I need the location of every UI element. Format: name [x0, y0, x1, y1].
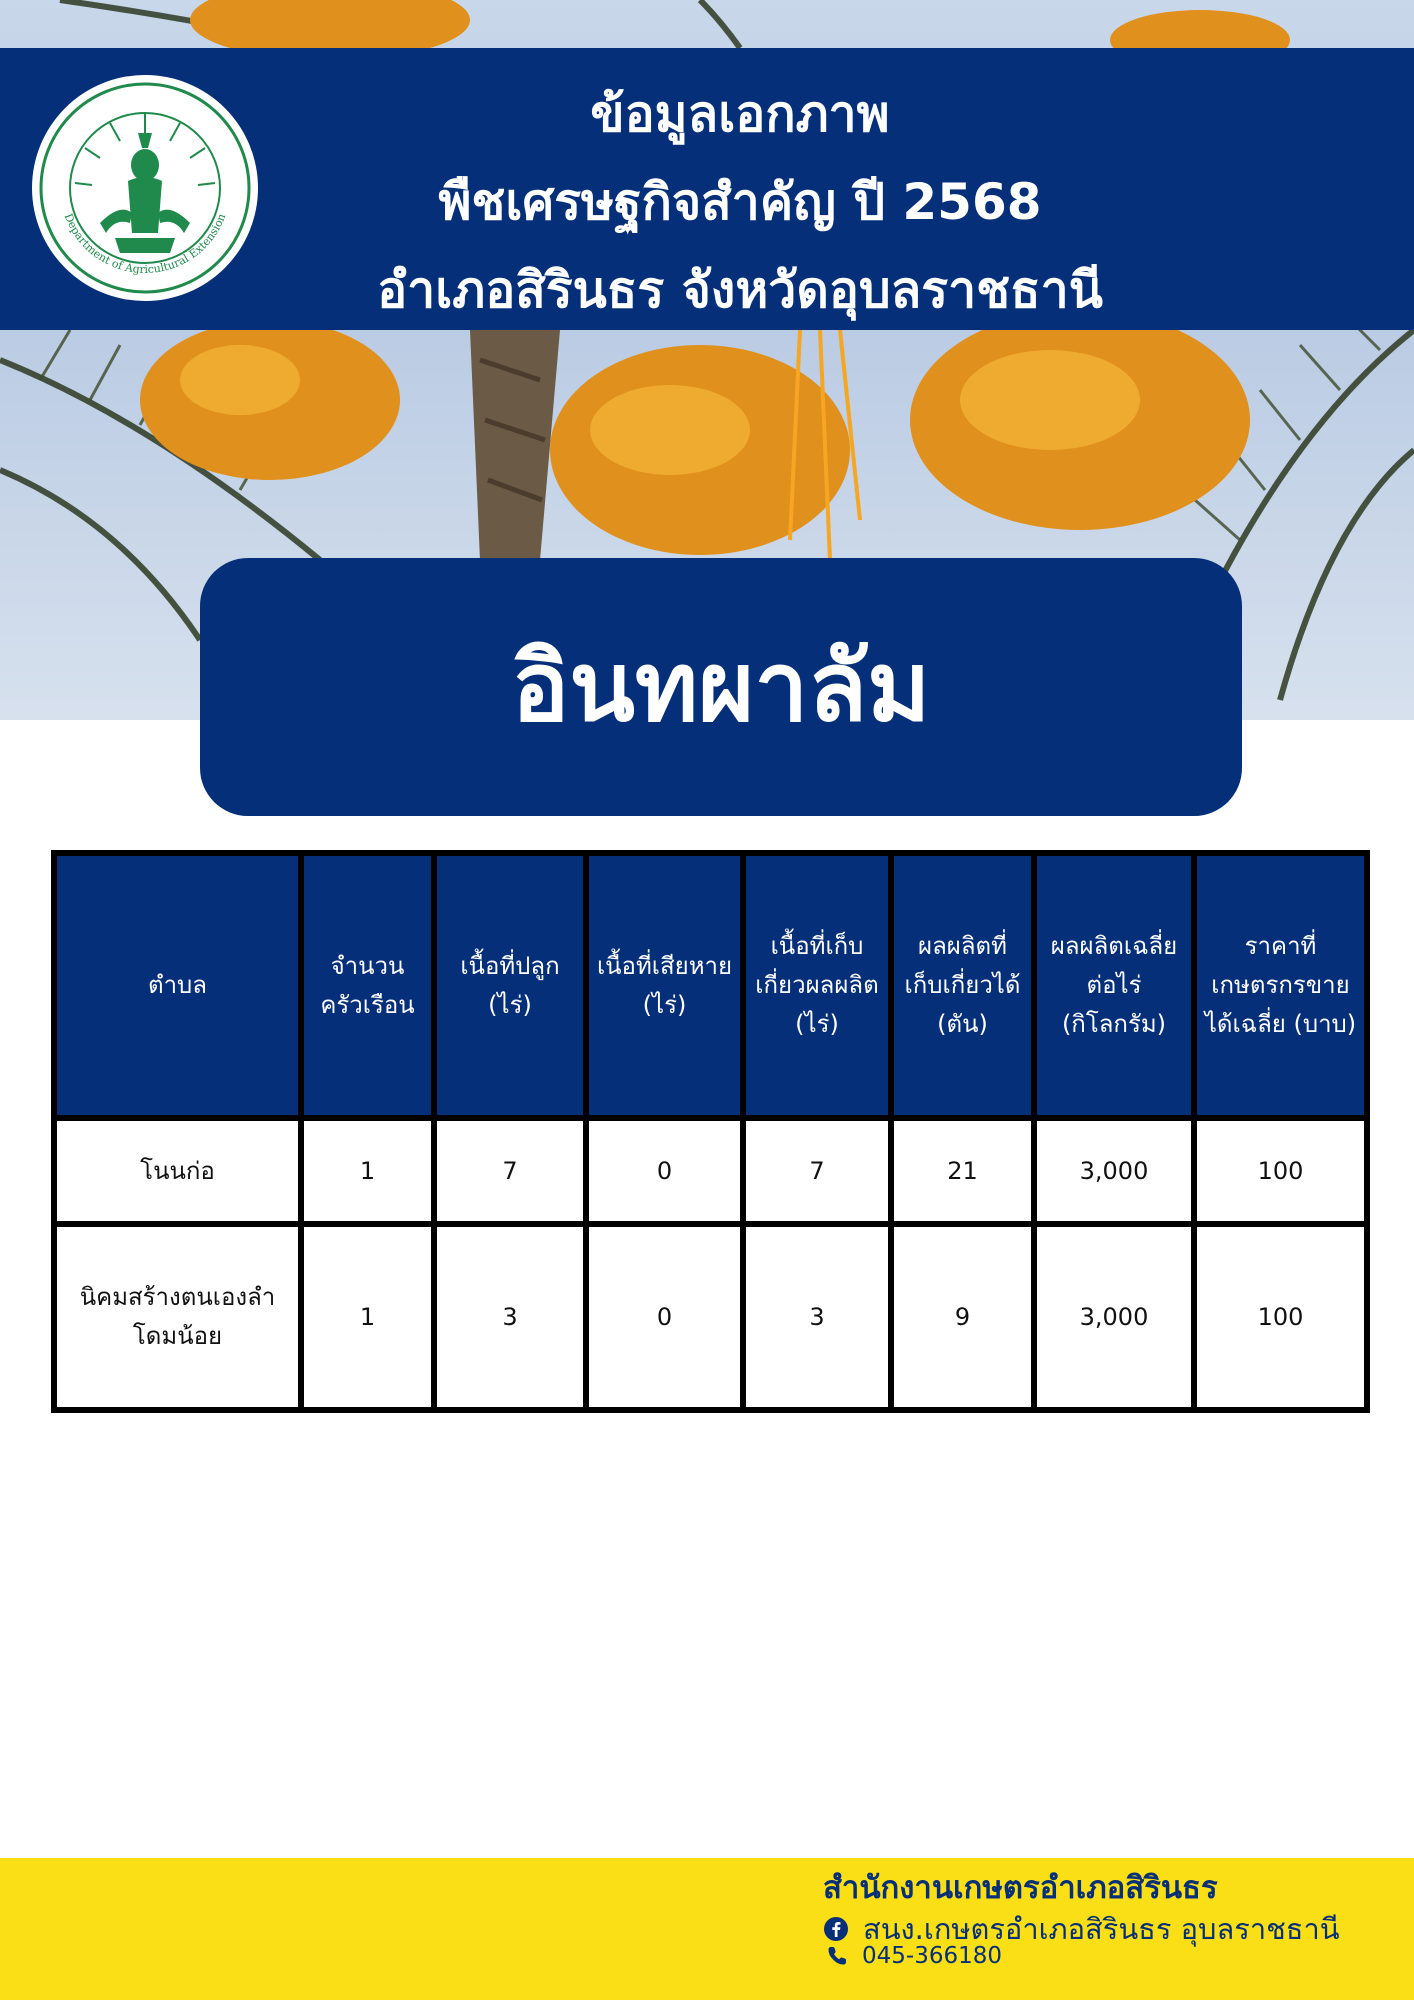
cell-harvested-area: 3: [743, 1224, 891, 1410]
header-average-price: ราคาที่เกษตรกรขายได้เฉลี่ย (บาบ): [1194, 853, 1367, 1118]
crop-data-table: [51, 850, 1370, 1413]
cell-yield-tons: 21: [891, 1118, 1034, 1224]
cell-average-price: 100: [1194, 1224, 1367, 1410]
seal-icon: [30, 73, 260, 303]
phone-number: 045-366180: [862, 1943, 1002, 1969]
header-damaged-area: เนื้อที่เสียหาย (ไร่): [586, 853, 743, 1118]
cell-harvested-area: 7: [743, 1118, 891, 1224]
cell-yield-per-rai: 3,000: [1034, 1224, 1194, 1410]
header-subdistrict: ตำบล: [54, 853, 301, 1118]
table-row: [54, 1224, 1367, 1410]
cell-households: 1: [301, 1118, 434, 1224]
header-yield-tons: ผลผลิตที่เก็บเกี่ยวได้ (ตัน): [891, 853, 1034, 1118]
cell-damaged-area: 0: [586, 1118, 743, 1224]
cell-subdistrict: นิคมสร้างตนเองลำโดมน้อย: [54, 1224, 301, 1410]
cell-households: 1: [301, 1224, 434, 1410]
crop-name-banner: [200, 558, 1242, 816]
phone-icon: [826, 1945, 848, 1967]
header-title-line3: อำเภอสิรินธร จังหวัดอุบลราชธานี: [377, 261, 1103, 319]
phone-contact[interactable]: [826, 1943, 1002, 1969]
cell-yield-per-rai: 3,000: [1034, 1118, 1194, 1224]
cell-yield-tons: 9: [891, 1224, 1034, 1410]
header-planted-area: เนื้อที่ปลูก (ไร่): [434, 853, 586, 1118]
department-seal-logo: [30, 73, 260, 303]
header-households: จำนวนครัวเรือน: [301, 853, 434, 1118]
header-yield-per-rai: ผลผลิตเฉลี่ยต่อไร่ (กิโลกรัม): [1034, 853, 1194, 1118]
header-harvested-area: เนื้อที่เก็บเกี่ยวผลผลิต (ไร่): [743, 853, 891, 1118]
table-header-row: [54, 853, 1367, 1118]
crop-name: อินทผาลัม: [511, 631, 931, 743]
cell-planted-area: 7: [434, 1118, 586, 1224]
header-title-line1: ข้อมูลเอกภาพ: [590, 85, 890, 143]
cell-planted-area: 3: [434, 1224, 586, 1410]
header-title-block: [260, 70, 1220, 334]
cell-damaged-area: 0: [586, 1224, 743, 1410]
facebook-page-name: สนง.เกษตรอำเภอสิรินธร อุบลราชธานี: [863, 1912, 1340, 1946]
seal-text: Department of Agricultural Extension: [61, 211, 229, 277]
cell-average-price: 100: [1194, 1118, 1367, 1224]
facebook-icon: [823, 1916, 849, 1942]
cell-subdistrict: โนนก่อ: [54, 1118, 301, 1224]
header-title-line2: พืชเศรษฐกิจสำคัญ ปี 2568: [438, 173, 1042, 231]
office-name: สำนักงานเกษตรอำเภอสิรินธร: [823, 1870, 1218, 1906]
table-row: [54, 1118, 1367, 1224]
